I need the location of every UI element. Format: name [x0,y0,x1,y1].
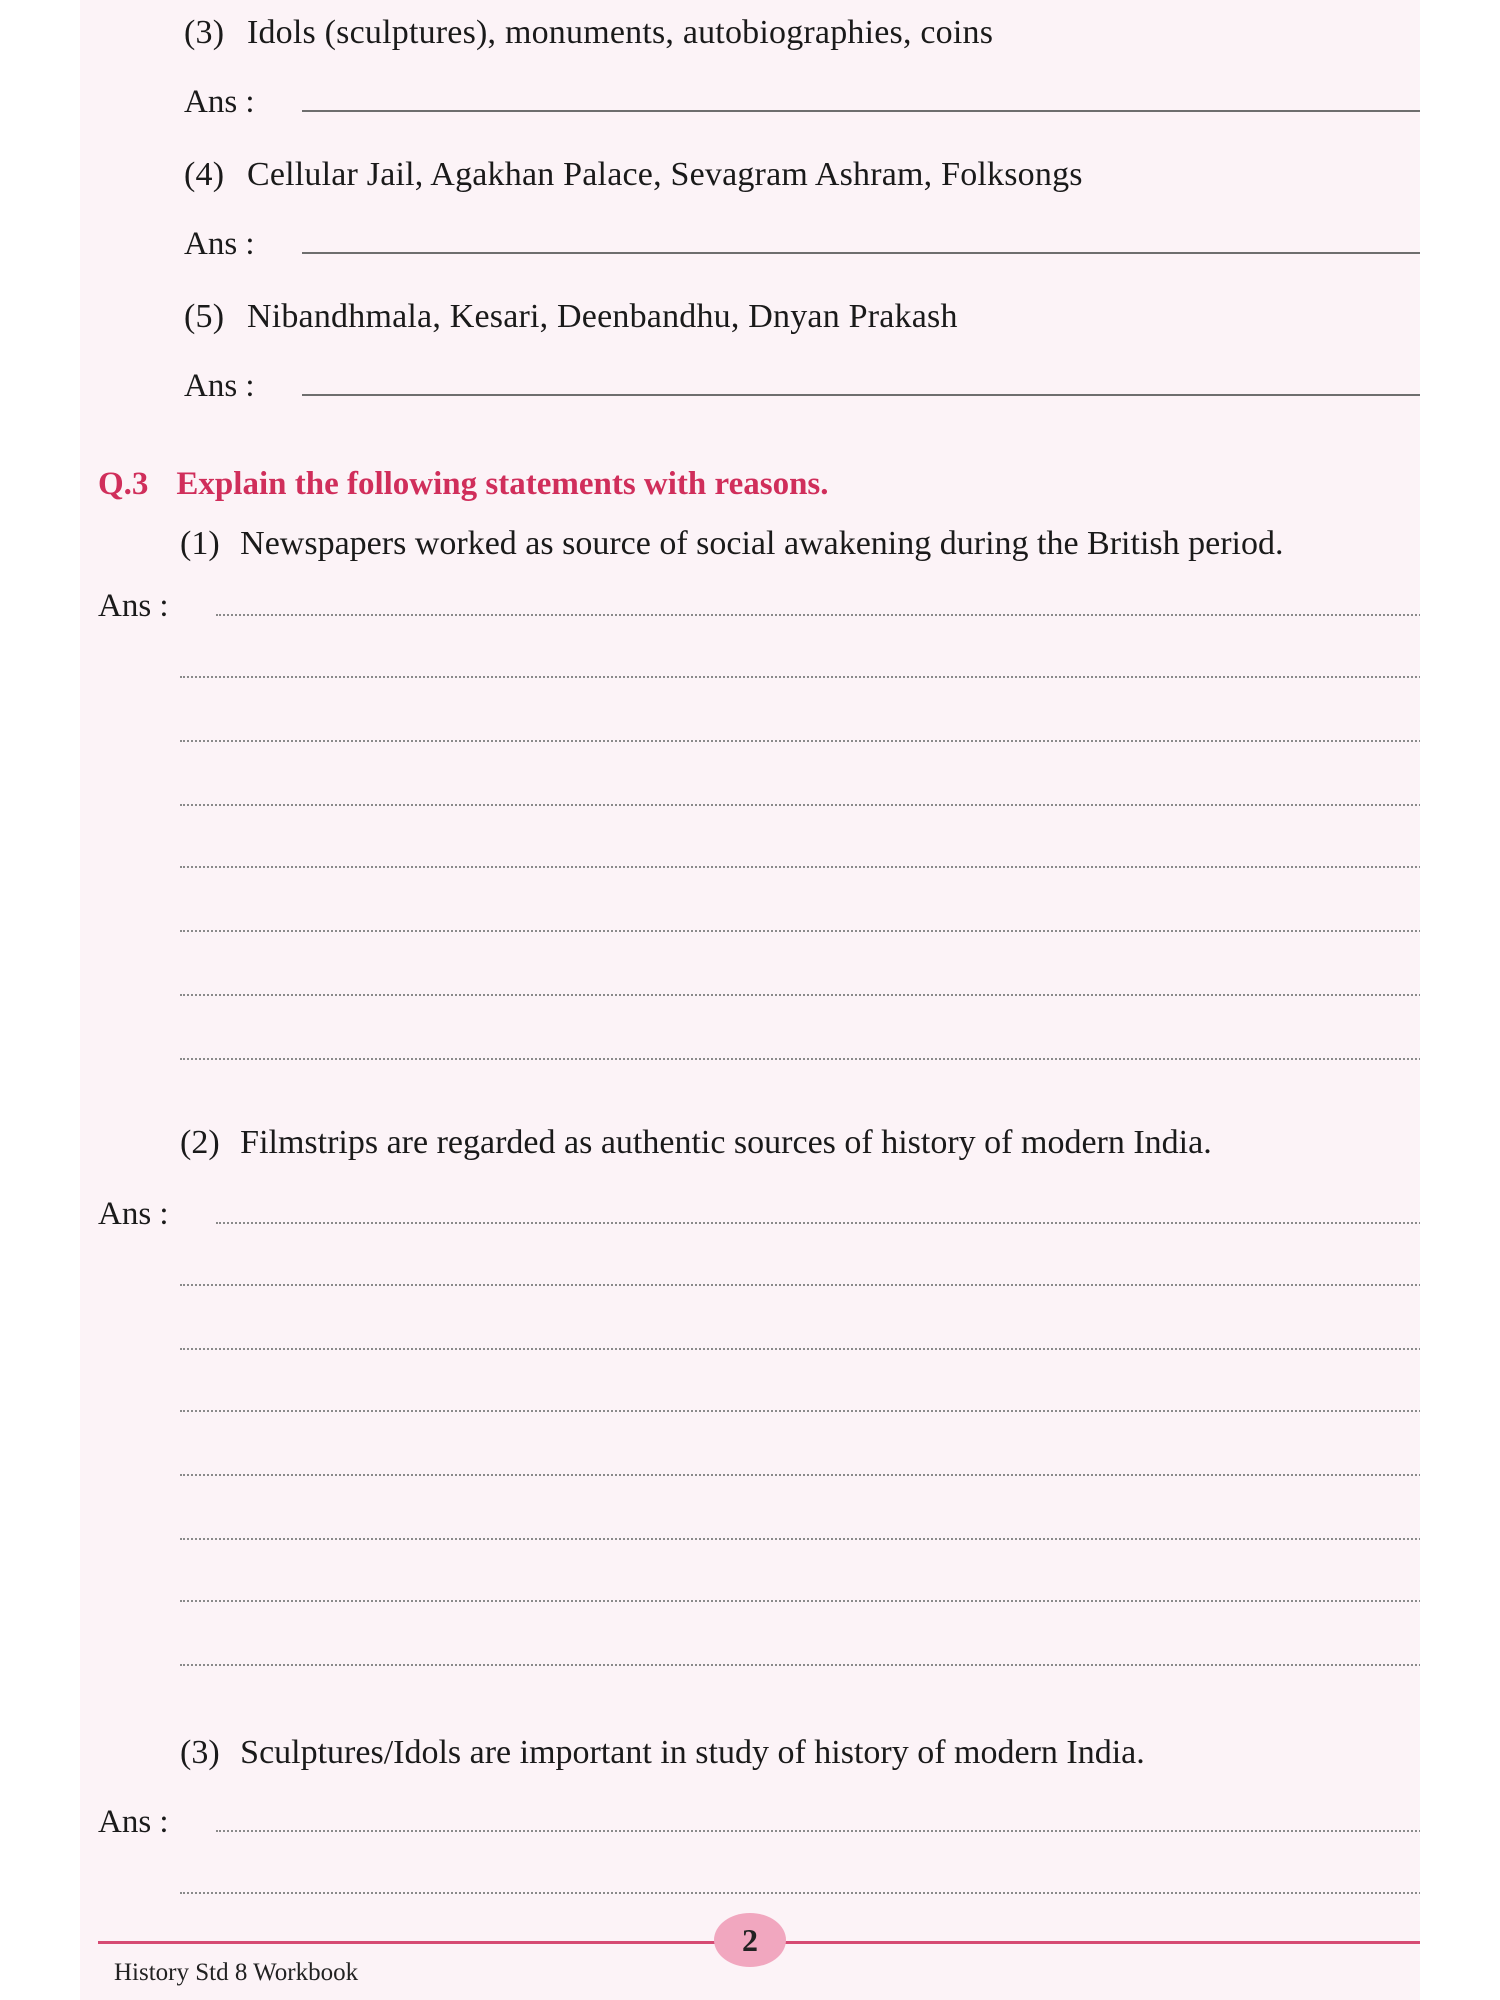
statement-text: Newspapers worked as source of social awakening during the British period. [240,525,1284,562]
answer-line[interactable] [216,614,1420,616]
answer-line[interactable] [180,1892,1420,1894]
answer-line[interactable] [180,930,1420,932]
answer-label: Ans : [184,84,255,120]
statement-number: (1) [180,525,220,562]
answer-line[interactable] [180,1474,1420,1476]
answer-line[interactable] [302,252,1420,254]
q3-statement-3 [180,1734,1145,1772]
answer-label: Ans : [98,1804,169,1840]
q2-item-5 [184,298,958,336]
q3-statement-2 [180,1124,1212,1162]
answer-line[interactable] [180,1600,1420,1602]
item-text: Nibandhmala, Kesari, Deenbandhu, Dnyan Prakash [246,298,958,335]
q3-statement-1 [180,525,1283,563]
question-heading: Explain the following statements with reasons. [176,466,829,502]
answer-line[interactable] [180,1538,1420,1540]
answer-line[interactable] [302,394,1420,396]
answer-line[interactable] [216,1830,1420,1832]
workbook-page [80,0,1420,2000]
answer-label: Ans : [98,1196,169,1232]
q2-item-4 [184,156,1083,194]
answer-line[interactable] [180,994,1420,996]
book-title: History Std 8 Workbook [114,1959,359,1986]
statement-number: (2) [180,1124,220,1161]
statement-text: Filmstrips are regarded as authentic sources of history of modern India. [240,1124,1212,1161]
item-number: (5) [184,298,225,335]
answer-line[interactable] [302,110,1420,112]
item-text: Cellular Jail, Agakhan Palace, Sevagram Ashram, Folksongs [246,156,1083,193]
answer-label: Ans : [184,368,255,404]
item-text: Idols (sculptures), monuments, autobiographies, coins [246,14,994,51]
answer-label: Ans : [98,588,169,624]
answer-line[interactable] [180,804,1420,806]
answer-line[interactable] [180,1058,1420,1060]
item-number: (4) [184,156,225,193]
answer-line[interactable] [180,676,1420,678]
answer-line[interactable] [180,866,1420,868]
answer-line[interactable] [180,1410,1420,1412]
answer-line[interactable] [180,740,1420,742]
item-number: (3) [184,14,225,51]
answer-line[interactable] [180,1664,1420,1666]
answer-line[interactable] [180,1284,1420,1286]
answer-line[interactable] [180,1348,1420,1350]
statement-number: (3) [180,1734,220,1771]
answer-label: Ans : [184,226,255,262]
statement-text: Sculptures/Idols are important in study of history of modern India. [240,1734,1145,1771]
answer-line[interactable] [216,1222,1420,1224]
q2-item-3 [184,14,993,52]
question-number: Q.3 [98,466,149,502]
page-number-badge: 2 [714,1913,786,1967]
q3-heading [98,466,829,503]
